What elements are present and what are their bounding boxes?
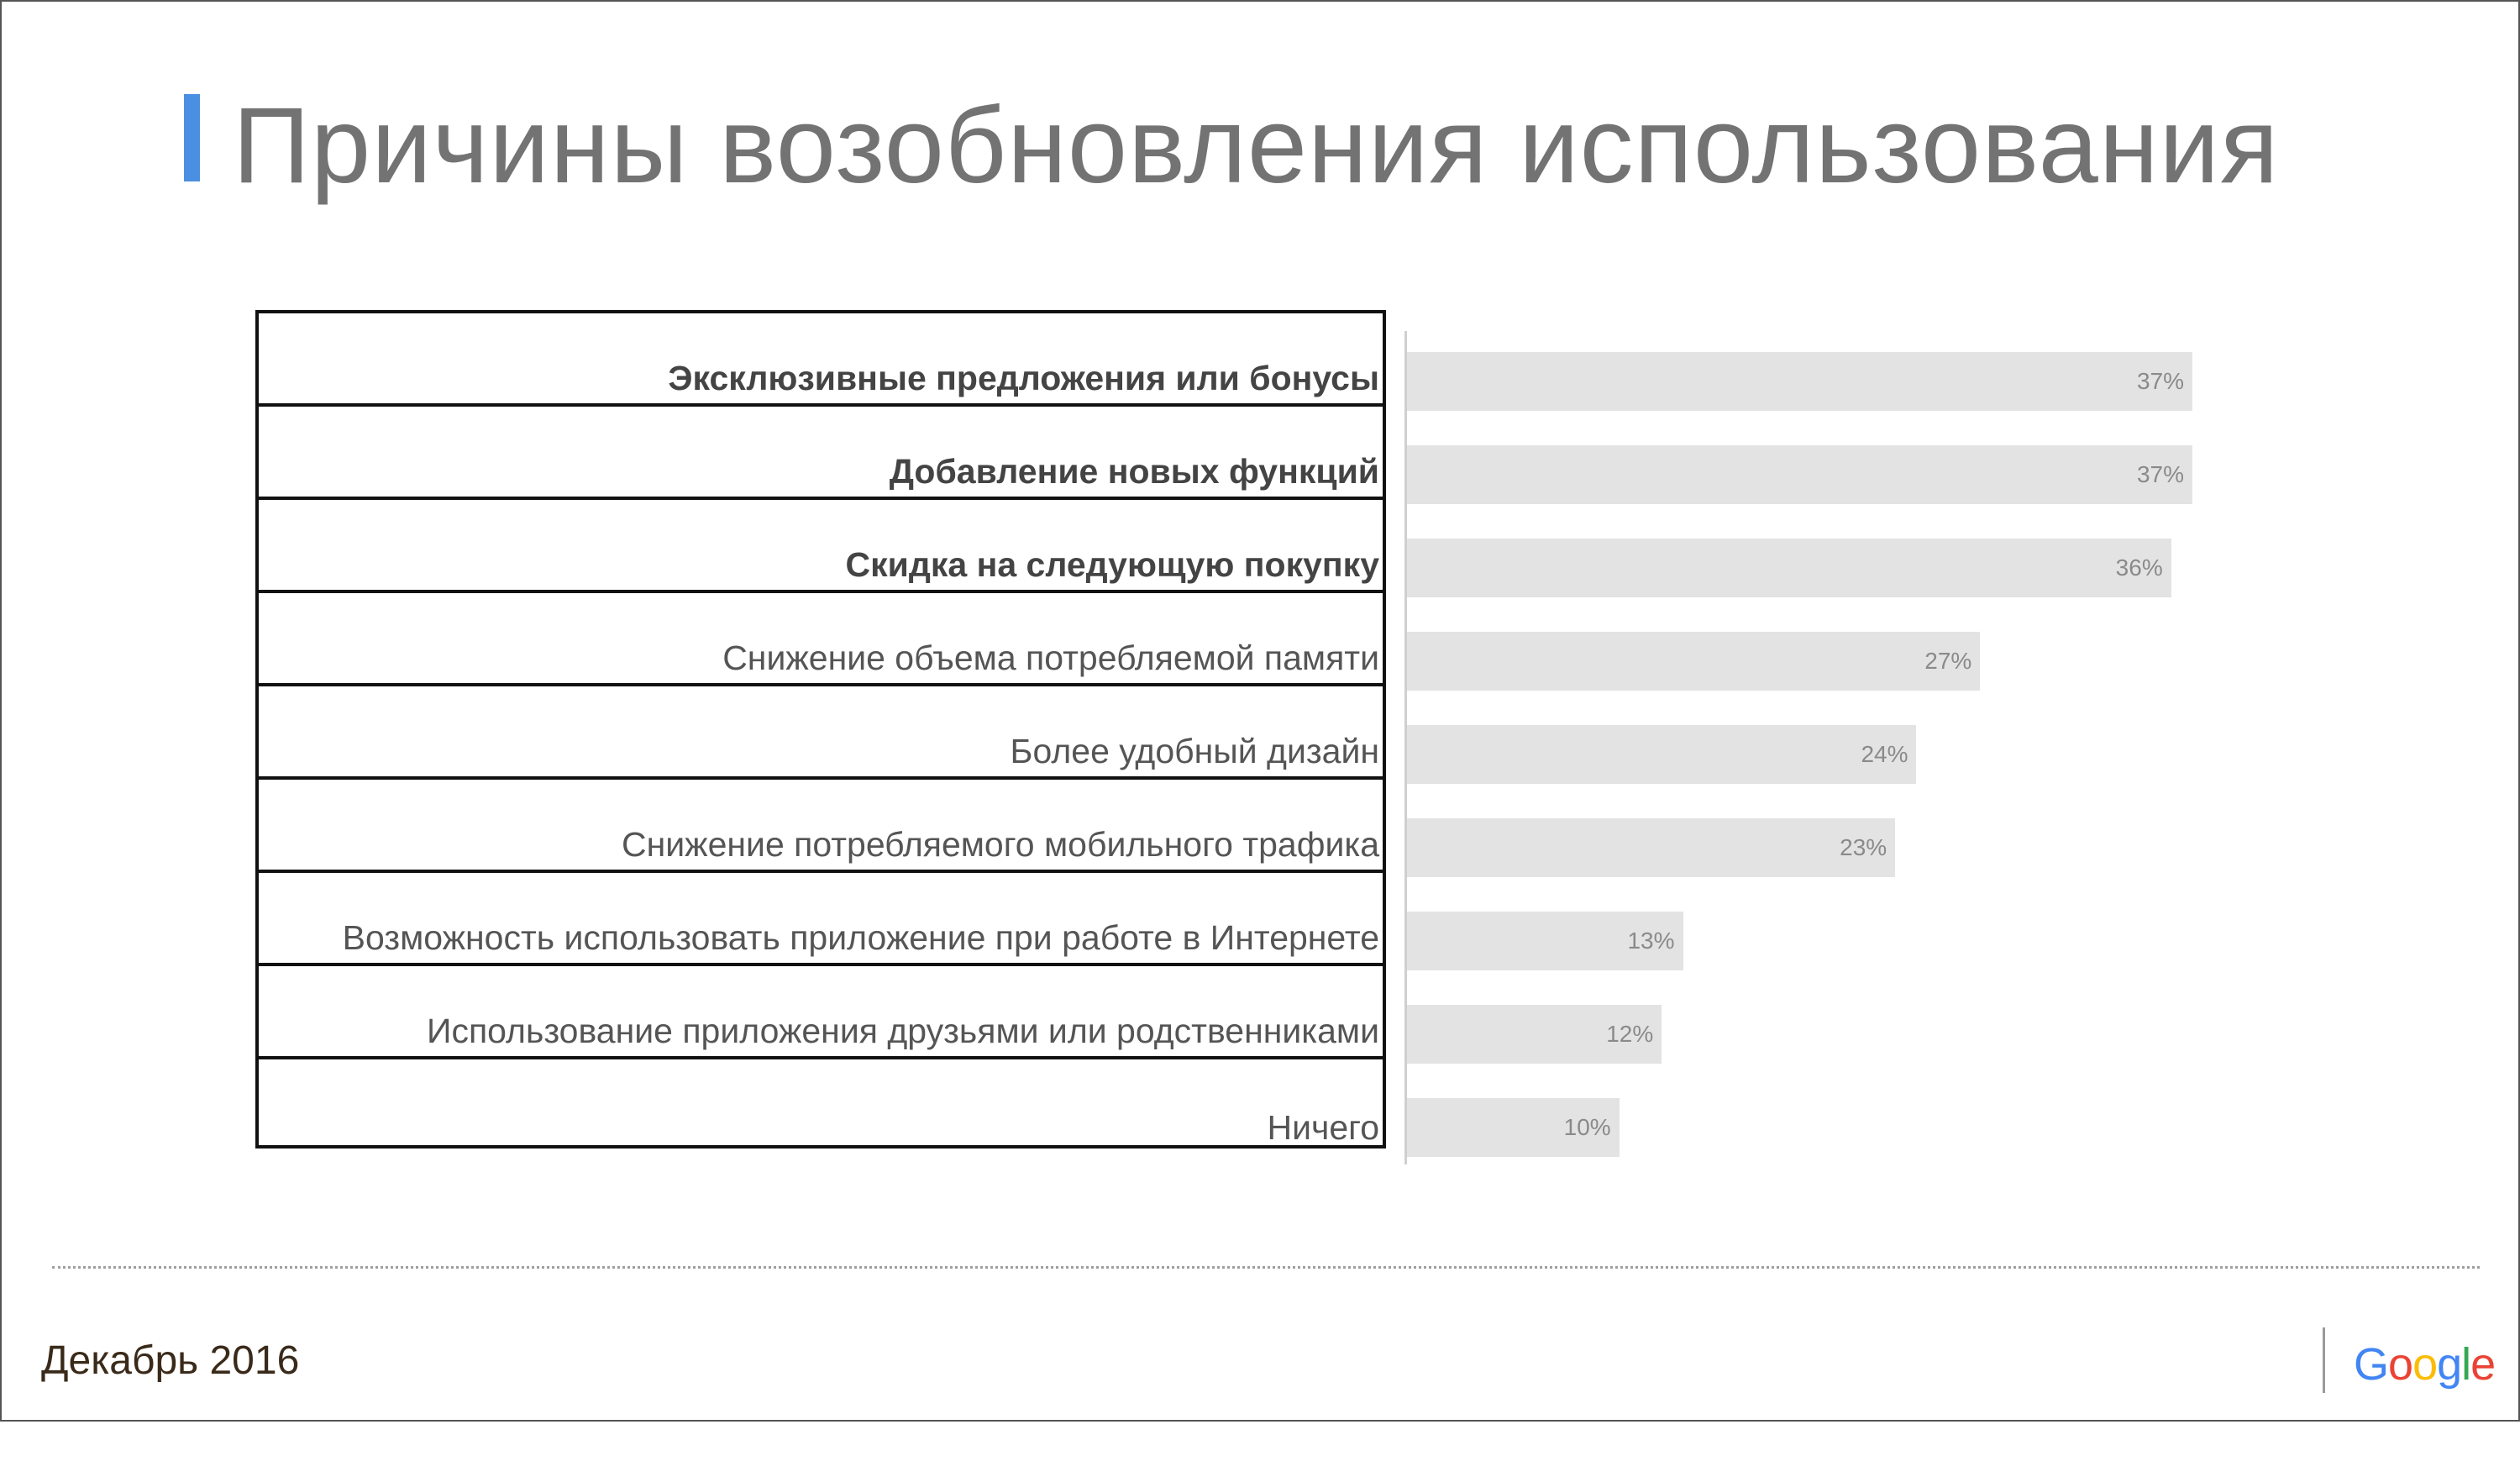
category-row <box>259 500 1383 593</box>
footer-date: Декабрь 2016 <box>41 1338 300 1383</box>
google-logo-letter: o <box>2388 1339 2413 1390</box>
category-row <box>259 873 1383 966</box>
bar-value-label: 12% <box>1606 1021 1654 1047</box>
google-logo-letter: G <box>2354 1339 2389 1390</box>
category-row <box>259 966 1383 1059</box>
google-logo-letter: l <box>2461 1339 2471 1390</box>
category-label: Добавление новых функций <box>889 452 1379 491</box>
bar-value-label: 37% <box>2136 461 2184 487</box>
category-row <box>259 407 1383 500</box>
bar-value-label: 13% <box>1627 928 1675 954</box>
title-accent-bar <box>184 94 200 181</box>
bar <box>1407 725 1916 784</box>
bar-value-label: 27% <box>1924 648 1972 674</box>
category-label: Снижение потребляемого мобильного трафика <box>622 825 1379 864</box>
page-title: Причины возобновления использования <box>233 86 2280 206</box>
category-label: Ничего <box>1267 1108 1379 1147</box>
google-logo-letter: o <box>2412 1339 2438 1390</box>
footer-logo-divider <box>2323 1327 2325 1393</box>
bar <box>1407 445 2192 504</box>
bar <box>1407 539 2171 597</box>
category-label: Возможность использовать приложение при работе в Интернете <box>342 918 1379 957</box>
google-logo-letter: e <box>2470 1339 2496 1390</box>
category-row <box>259 780 1383 873</box>
bar <box>1407 818 1895 877</box>
bar <box>1407 632 1980 691</box>
bar-value-label: 24% <box>1861 741 1908 767</box>
category-label: Эксклюзивные предложения или бонусы <box>668 359 1379 397</box>
category-labels-table <box>255 310 1386 1148</box>
google-logo <box>2354 1336 2495 1393</box>
footer-divider-line <box>52 1266 2480 1269</box>
category-label: Более удобный дизайн <box>1010 732 1379 770</box>
bar-value-label: 37% <box>2136 368 2184 394</box>
category-label: Скидка на следующую покупку <box>845 545 1379 584</box>
bar-value-label: 36% <box>2115 555 2163 581</box>
bar-value-label: 10% <box>1563 1114 1611 1140</box>
category-row <box>259 1059 1383 1153</box>
google-logo-letter: g <box>2437 1339 2462 1390</box>
category-label: Использование приложения друзьями или родственниками <box>426 1012 1379 1050</box>
bar <box>1407 352 2192 411</box>
category-row <box>259 313 1383 407</box>
category-row <box>259 593 1383 686</box>
bar-value-label: 23% <box>1840 834 1887 860</box>
category-label: Снижение объема потребляемой памяти <box>722 639 1379 677</box>
bar-chart <box>1396 331 2270 1171</box>
category-row <box>259 686 1383 780</box>
